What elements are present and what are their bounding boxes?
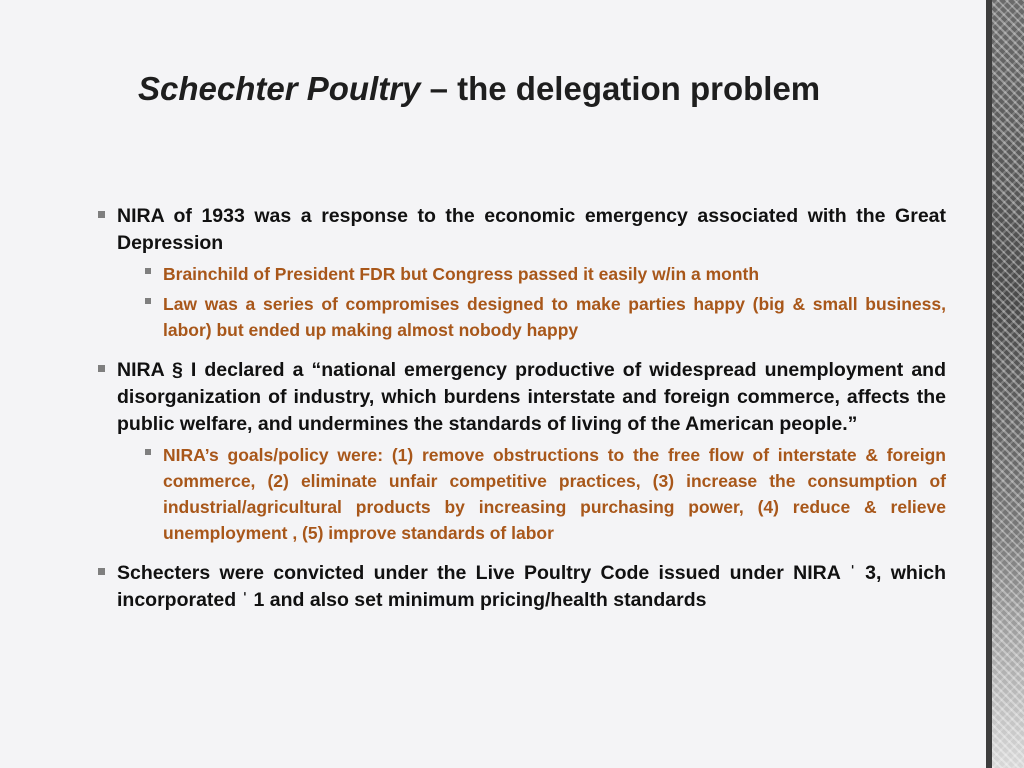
square-bullet-icon: [145, 449, 151, 455]
square-bullet-icon: [145, 268, 151, 274]
bullet-text: NIRA § I declared a “national emergency productive of widespread unemployment and disorganization of industry, which burdens interstate and foreign commerce, affects the public welfare, and undermines the standards of living of the American people.”: [117, 359, 946, 435]
square-bullet-icon: [145, 298, 151, 304]
bullet-text: NIRA of 1933 was a response to the economic emergency associated with the Great Depression: [117, 205, 946, 254]
sub-bullet-item-goals: [117, 442, 946, 546]
sub-bullet-text: NIRA’s goals/policy were: (1) remove obstructions to the free flow of interstate & foreign commerce, (2) eliminate unfair competitive practices, (3) increase the consumption of industrial/agricultural products by increasing purchasing power, (4) reduce & relieve unemployment , (5) improve standards of labor: [163, 445, 946, 543]
slide-title: [138, 70, 938, 116]
bullet-text: Schecters were convicted under the Live Poultry Code issued under NIRA ˈ 3, which incorporated ˈ 1 and also set minimum pricing/health standards: [117, 562, 946, 611]
bullet-item-nira-1933: [96, 203, 946, 343]
bullet-item-national-emergency: [96, 357, 946, 546]
title-case-name: Schechter Poultry: [138, 70, 421, 107]
decorative-border-texture: [992, 0, 1024, 768]
sub-bullet-item-compromises: [117, 291, 946, 343]
square-bullet-icon: [98, 365, 105, 372]
sub-bullet-text: Law was a series of compromises designed to make parties happy (big & small business, labor) but ended up making almost nobody happy: [163, 294, 946, 340]
bullet-list: [96, 203, 946, 628]
title-subtitle: – the delegation problem: [420, 70, 821, 107]
square-bullet-icon: [98, 211, 105, 218]
bullet-item-schecters-convicted: [96, 560, 946, 614]
square-bullet-icon: [98, 568, 105, 575]
sub-bullet-text: Brainchild of President FDR but Congress passed it easily w/in a month: [163, 264, 760, 284]
sub-bullet-item-fdr: [117, 261, 946, 287]
